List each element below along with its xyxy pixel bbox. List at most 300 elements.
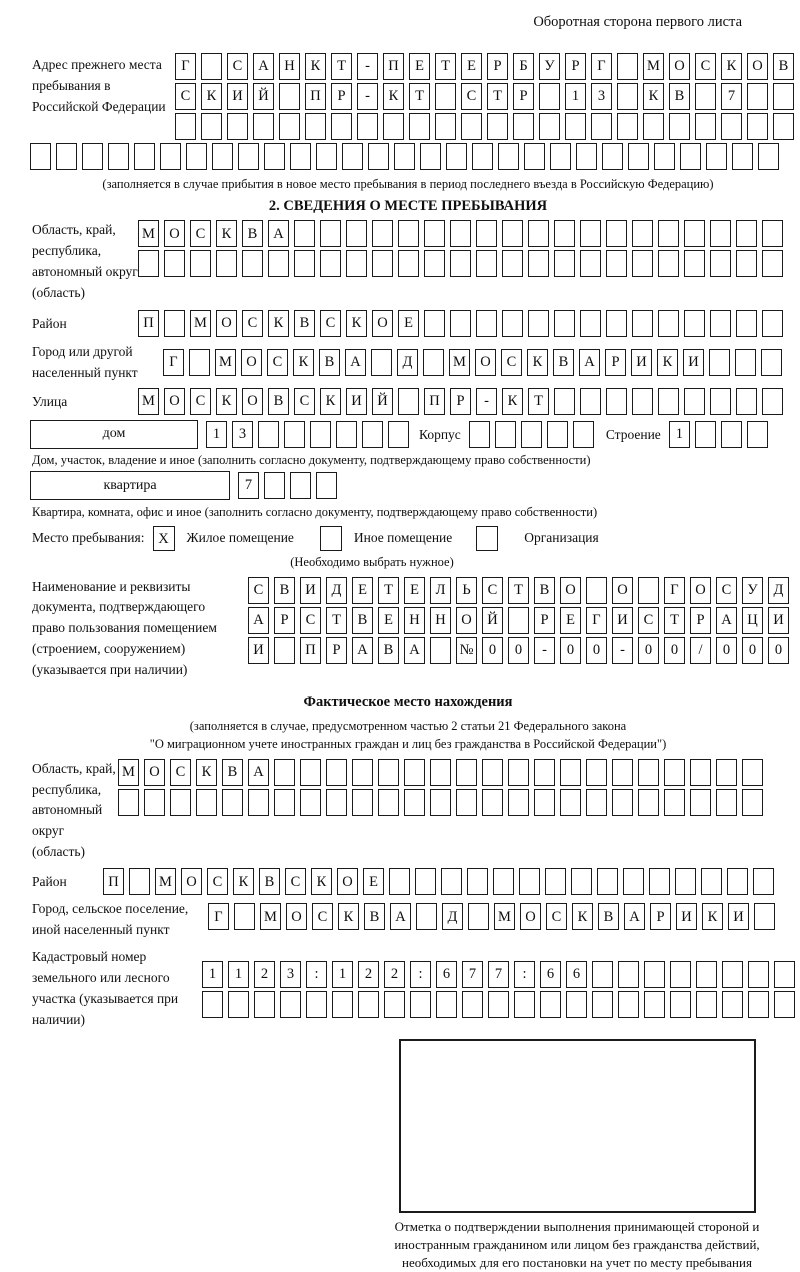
ownership-document-block	[32, 577, 800, 682]
form-cell	[310, 421, 331, 448]
form-cell	[519, 868, 540, 895]
kadastr-row	[32, 947, 800, 1031]
form-cell	[547, 421, 568, 448]
form-cell: Н	[279, 53, 300, 80]
form-cell	[502, 310, 523, 337]
form-cell	[378, 759, 399, 786]
form-cell: Б	[513, 53, 534, 80]
residence-type-label: Место пребывания:	[32, 530, 145, 546]
fact-gorod-cells	[208, 903, 775, 930]
form-cell	[352, 789, 373, 816]
form-cell: Т	[435, 53, 456, 80]
form-cell	[472, 143, 493, 170]
stamp-box	[399, 1039, 756, 1213]
form-cell: А	[253, 53, 274, 80]
form-cell	[618, 961, 639, 988]
form-cell: 3	[232, 421, 253, 448]
form-cell	[644, 991, 665, 1018]
dom-cells	[206, 421, 409, 448]
form-cell	[580, 220, 601, 247]
form-cell	[476, 220, 497, 247]
form-cell	[284, 421, 305, 448]
section2-ulitsa-cells	[138, 388, 783, 415]
form-cell	[372, 250, 393, 277]
form-cell	[436, 991, 457, 1018]
ownership-document-cells-row-3	[248, 637, 789, 664]
form-cell	[326, 759, 347, 786]
form-cell	[528, 310, 549, 337]
form-cell	[279, 83, 300, 110]
ownership-document-cells-row-1	[248, 577, 789, 604]
prev-address-cells-row-3	[175, 113, 794, 140]
form-cell: Й	[482, 607, 503, 634]
form-cell	[528, 220, 549, 247]
form-cell: А	[345, 349, 366, 376]
form-cell: 2	[384, 961, 405, 988]
form-cell: С	[227, 53, 248, 80]
form-cell: К	[216, 220, 237, 247]
form-cell: Р	[274, 607, 295, 634]
form-cell	[138, 250, 159, 277]
form-cell	[732, 143, 753, 170]
form-cell	[482, 759, 503, 786]
form-cell: В	[534, 577, 555, 604]
form-cell	[294, 250, 315, 277]
form-cell	[160, 143, 181, 170]
form-cell	[550, 143, 571, 170]
form-cell: С	[175, 83, 196, 110]
form-cell: Т	[528, 388, 549, 415]
fact-oblast-label: Область, край, республика, автономный округ (область)	[32, 760, 116, 860]
fact-gorod-row	[32, 899, 800, 941]
form-cell: К	[702, 903, 723, 930]
form-cell: О	[520, 903, 541, 930]
form-cell: О	[747, 53, 768, 80]
form-cell	[175, 113, 196, 140]
form-cell: С	[312, 903, 333, 930]
form-cell	[189, 349, 210, 376]
form-cell	[482, 789, 503, 816]
form-cell: Г	[664, 577, 685, 604]
form-cell: М	[449, 349, 470, 376]
form-cell	[410, 991, 431, 1018]
form-cell: Н	[404, 607, 425, 634]
form-cell: О	[242, 388, 263, 415]
form-cell: -	[357, 53, 378, 80]
form-cell: С	[207, 868, 228, 895]
form-cell: О	[286, 903, 307, 930]
form-cell: Е	[378, 607, 399, 634]
form-cell: С	[320, 310, 341, 337]
form-cell	[404, 789, 425, 816]
form-cell	[670, 961, 691, 988]
form-cell	[30, 143, 51, 170]
form-cell	[164, 250, 185, 277]
form-cell	[502, 220, 523, 247]
prev-address-cells	[175, 53, 794, 140]
form-cell	[684, 388, 705, 415]
form-cell: К	[657, 349, 678, 376]
form-cell: К	[502, 388, 523, 415]
residence-type-option-other: Иное помещение	[353, 530, 453, 546]
form-cell: И	[227, 83, 248, 110]
form-cell: С	[294, 388, 315, 415]
form-cell	[716, 759, 737, 786]
form-cell: Д	[326, 577, 347, 604]
form-cell: П	[138, 310, 159, 337]
form-cell: В	[553, 349, 574, 376]
form-cell: И	[300, 577, 321, 604]
form-cell: А	[352, 637, 373, 664]
form-cell	[643, 113, 664, 140]
form-cell: В	[242, 220, 263, 247]
form-cell	[242, 250, 263, 277]
form-cell	[554, 310, 575, 337]
form-cell	[134, 143, 155, 170]
section2-ulitsa-label: Улица	[32, 393, 68, 409]
form-cell: О	[612, 577, 633, 604]
form-cell: К	[338, 903, 359, 930]
form-cell	[710, 388, 731, 415]
form-cell	[736, 310, 757, 337]
form-cell: -	[612, 637, 633, 664]
prev-address-label: Адрес прежнего места пребывания в Российской Федерации	[32, 57, 166, 114]
fact-oblast-cells-row-1	[118, 759, 763, 786]
form-cell: Т	[487, 83, 508, 110]
form-cell	[456, 759, 477, 786]
form-cell: 6	[566, 961, 587, 988]
form-cell	[446, 143, 467, 170]
form-cell	[710, 250, 731, 277]
form-cell: Р	[565, 53, 586, 80]
form-cell	[658, 388, 679, 415]
form-cell	[554, 388, 575, 415]
form-cell	[710, 220, 731, 247]
section2-gorod-cells	[163, 349, 782, 376]
korpus-cells	[469, 421, 594, 448]
form-cell	[274, 637, 295, 664]
form-cell: А	[390, 903, 411, 930]
form-cell	[753, 868, 774, 895]
form-cell: 1	[332, 961, 353, 988]
form-cell	[238, 143, 259, 170]
form-cell	[372, 220, 393, 247]
form-cell: Т	[508, 577, 529, 604]
form-cell: Е	[409, 53, 430, 80]
form-cell	[696, 991, 717, 1018]
form-cell	[560, 759, 581, 786]
form-cell: К	[293, 349, 314, 376]
form-cell: 0	[508, 637, 529, 664]
form-cell	[580, 310, 601, 337]
form-cell: К	[196, 759, 217, 786]
form-cell: И	[346, 388, 367, 415]
form-cell: И	[612, 607, 633, 634]
form-cell	[332, 991, 353, 1018]
form-cell	[684, 250, 705, 277]
form-cell: М	[190, 310, 211, 337]
form-cell: К	[527, 349, 548, 376]
form-cell: М	[643, 53, 664, 80]
form-cell: Е	[404, 577, 425, 604]
form-cell: С	[190, 388, 211, 415]
form-cell: Д	[397, 349, 418, 376]
form-cell	[56, 143, 77, 170]
form-cell: С	[695, 53, 716, 80]
residence-type-row	[32, 526, 800, 551]
form-cell	[695, 421, 716, 448]
form-cell	[424, 250, 445, 277]
form-cell	[227, 113, 248, 140]
form-cell	[248, 789, 269, 816]
form-cell	[430, 637, 451, 664]
form-cell: 0	[664, 637, 685, 664]
form-cell	[456, 789, 477, 816]
form-cell: 2	[358, 961, 379, 988]
form-cell: А	[716, 607, 737, 634]
form-cell: В	[773, 53, 794, 80]
form-cell	[108, 143, 129, 170]
form-cell	[279, 113, 300, 140]
form-cell	[228, 991, 249, 1018]
form-cell: М	[215, 349, 236, 376]
form-cell: И	[683, 349, 704, 376]
form-cell	[658, 310, 679, 337]
form-cell: Р	[534, 607, 555, 634]
form-cell	[201, 53, 222, 80]
form-cell: С	[248, 577, 269, 604]
form-cell: К	[320, 388, 341, 415]
form-cell	[606, 220, 627, 247]
form-cell: 7	[488, 961, 509, 988]
form-cell: -	[357, 83, 378, 110]
form-cell	[409, 113, 430, 140]
prev-address-footnote: (заполняется в случае прибытия в новое место пребывания в период последнего въезда в Российскую Федерацию)	[102, 177, 714, 191]
form-cell	[144, 789, 165, 816]
section2-dom-row	[30, 420, 800, 449]
kvartira-footnote: Квартира, комната, офис и иное (заполнить согласно документу, подтверждающему право собственности)	[32, 505, 598, 520]
form-cell	[336, 421, 357, 448]
section2-oblast-label: Область, край, республика, автономный округ (область)	[32, 222, 138, 301]
form-cell: К	[216, 388, 237, 415]
stroenie-cells	[669, 421, 768, 448]
form-cell	[566, 991, 587, 1018]
form-cell: О	[164, 220, 185, 247]
form-cell: Т	[326, 607, 347, 634]
form-cell	[736, 220, 757, 247]
form-cell	[716, 789, 737, 816]
form-cell	[274, 759, 295, 786]
form-cell	[388, 421, 409, 448]
form-cell	[606, 250, 627, 277]
form-cell	[586, 577, 607, 604]
form-cell	[632, 388, 653, 415]
form-cell	[695, 113, 716, 140]
form-cell	[424, 310, 445, 337]
form-cell	[170, 789, 191, 816]
form-cell	[513, 113, 534, 140]
form-cell	[658, 220, 679, 247]
form-cell	[623, 868, 644, 895]
form-cell	[371, 349, 392, 376]
form-cell: И	[676, 903, 697, 930]
form-cell	[118, 789, 139, 816]
form-cell	[592, 961, 613, 988]
form-cell: В	[319, 349, 340, 376]
form-cell: О	[475, 349, 496, 376]
kadastr-cells-row-1	[202, 961, 795, 988]
form-cell: 0	[586, 637, 607, 664]
form-cell	[384, 991, 405, 1018]
form-cell	[264, 472, 285, 499]
form-cell: И	[768, 607, 789, 634]
dom-box: дом	[30, 420, 198, 449]
form-cell	[383, 113, 404, 140]
form-cell	[300, 759, 321, 786]
form-cell	[612, 759, 633, 786]
form-cell	[606, 388, 627, 415]
section2-title: 2. СВЕДЕНИЯ О МЕСТЕ ПРЕБЫВАНИЯ	[268, 198, 548, 215]
form-cell	[294, 220, 315, 247]
form-cell	[358, 991, 379, 1018]
form-cell	[742, 789, 763, 816]
form-cell	[357, 113, 378, 140]
form-cell	[606, 310, 627, 337]
form-cell	[346, 250, 367, 277]
checkbox	[320, 526, 342, 551]
form-cell	[222, 789, 243, 816]
form-cell	[534, 759, 555, 786]
form-cell: /	[690, 637, 711, 664]
form-cell: М	[138, 220, 159, 247]
form-cell	[424, 220, 445, 247]
form-cell	[617, 83, 638, 110]
form-cell	[320, 220, 341, 247]
form-cell: К	[305, 53, 326, 80]
form-cell: Р	[331, 83, 352, 110]
form-cell: М	[260, 903, 281, 930]
form-cell: К	[383, 83, 404, 110]
form-cell	[539, 113, 560, 140]
fact-location-title: Фактическое место нахождения	[303, 694, 513, 711]
form-cell: Е	[363, 868, 384, 895]
kvartira-cells	[238, 472, 337, 499]
dom-footnote: Дом, участок, владение и иное (заполнить согласно документу, подтверждающему право собственности)	[32, 452, 591, 467]
form-cell	[721, 421, 742, 448]
form-cell	[540, 991, 561, 1018]
section2-gorod-row	[32, 342, 800, 384]
form-cell	[762, 250, 783, 277]
form-cell: Р	[690, 607, 711, 634]
form-cell: С	[300, 607, 321, 634]
stroenie-label: Строение	[605, 426, 661, 442]
form-cell: К	[233, 868, 254, 895]
form-cell: У	[539, 53, 560, 80]
form-cell: А	[248, 607, 269, 634]
form-cell	[467, 868, 488, 895]
form-cell	[618, 991, 639, 1018]
form-cell	[488, 991, 509, 1018]
form-cell	[571, 868, 592, 895]
form-cell	[736, 388, 757, 415]
form-cell	[669, 113, 690, 140]
section2-ulitsa-row	[32, 388, 800, 415]
form-cell: 6	[436, 961, 457, 988]
form-cell: Г	[208, 903, 229, 930]
form-cell	[748, 991, 769, 1018]
kvartira-box: квартира	[30, 471, 230, 500]
form-cell: М	[494, 903, 515, 930]
form-cell	[495, 421, 516, 448]
kadastr-label: Кадастровый номер земельного или лесного участка (указывается при наличии)	[32, 949, 179, 1027]
form-cell: О	[181, 868, 202, 895]
ownership-document-cells-row-2	[248, 607, 789, 634]
residence-type-checkbox-other	[320, 526, 342, 551]
form-cell	[346, 220, 367, 247]
form-cell: :	[306, 961, 327, 988]
form-cell	[186, 143, 207, 170]
form-cell	[580, 250, 601, 277]
form-cell	[487, 113, 508, 140]
form-cell	[774, 961, 795, 988]
form-cell	[450, 220, 471, 247]
form-cell	[415, 868, 436, 895]
section2-raion-label: Район	[32, 315, 67, 331]
prev-address-cells-row-2	[175, 83, 794, 110]
form-cell: В	[274, 577, 295, 604]
form-cell: М	[118, 759, 139, 786]
form-cell: 1	[228, 961, 249, 988]
form-cell: П	[300, 637, 321, 664]
form-cell	[450, 250, 471, 277]
form-cell: В	[669, 83, 690, 110]
form-cell: С	[501, 349, 522, 376]
form-cell	[416, 903, 437, 930]
residence-type-checkbox-dwelling	[153, 526, 175, 551]
form-cell	[420, 143, 441, 170]
form-cell: А	[248, 759, 269, 786]
form-cell	[675, 868, 696, 895]
form-cell: С	[716, 577, 737, 604]
form-cell	[316, 472, 337, 499]
form-cell: Р	[450, 388, 471, 415]
form-cell	[362, 421, 383, 448]
form-cell	[742, 759, 763, 786]
form-cell	[320, 250, 341, 277]
form-cell	[129, 868, 150, 895]
form-cell	[591, 113, 612, 140]
form-cell	[690, 759, 711, 786]
form-cell	[617, 53, 638, 80]
fact-location-footnote-1: (заполняется в случае, предусмотренном частью 2 статьи 21 Федерального закона	[189, 719, 627, 734]
form-cell: Ь	[456, 577, 477, 604]
form-cell	[649, 868, 670, 895]
form-cell: Г	[586, 607, 607, 634]
form-cell	[701, 868, 722, 895]
form-cell: С	[638, 607, 659, 634]
form-cell	[722, 961, 743, 988]
checkbox	[476, 526, 498, 551]
form-cell: 2	[254, 961, 275, 988]
form-cell: К	[346, 310, 367, 337]
form-cell	[268, 250, 289, 277]
form-cell	[514, 991, 535, 1018]
form-back-side-page	[0, 14, 800, 1272]
form-cell	[234, 903, 255, 930]
form-cell	[82, 143, 103, 170]
form-cell: К	[643, 83, 664, 110]
form-cell	[617, 113, 638, 140]
